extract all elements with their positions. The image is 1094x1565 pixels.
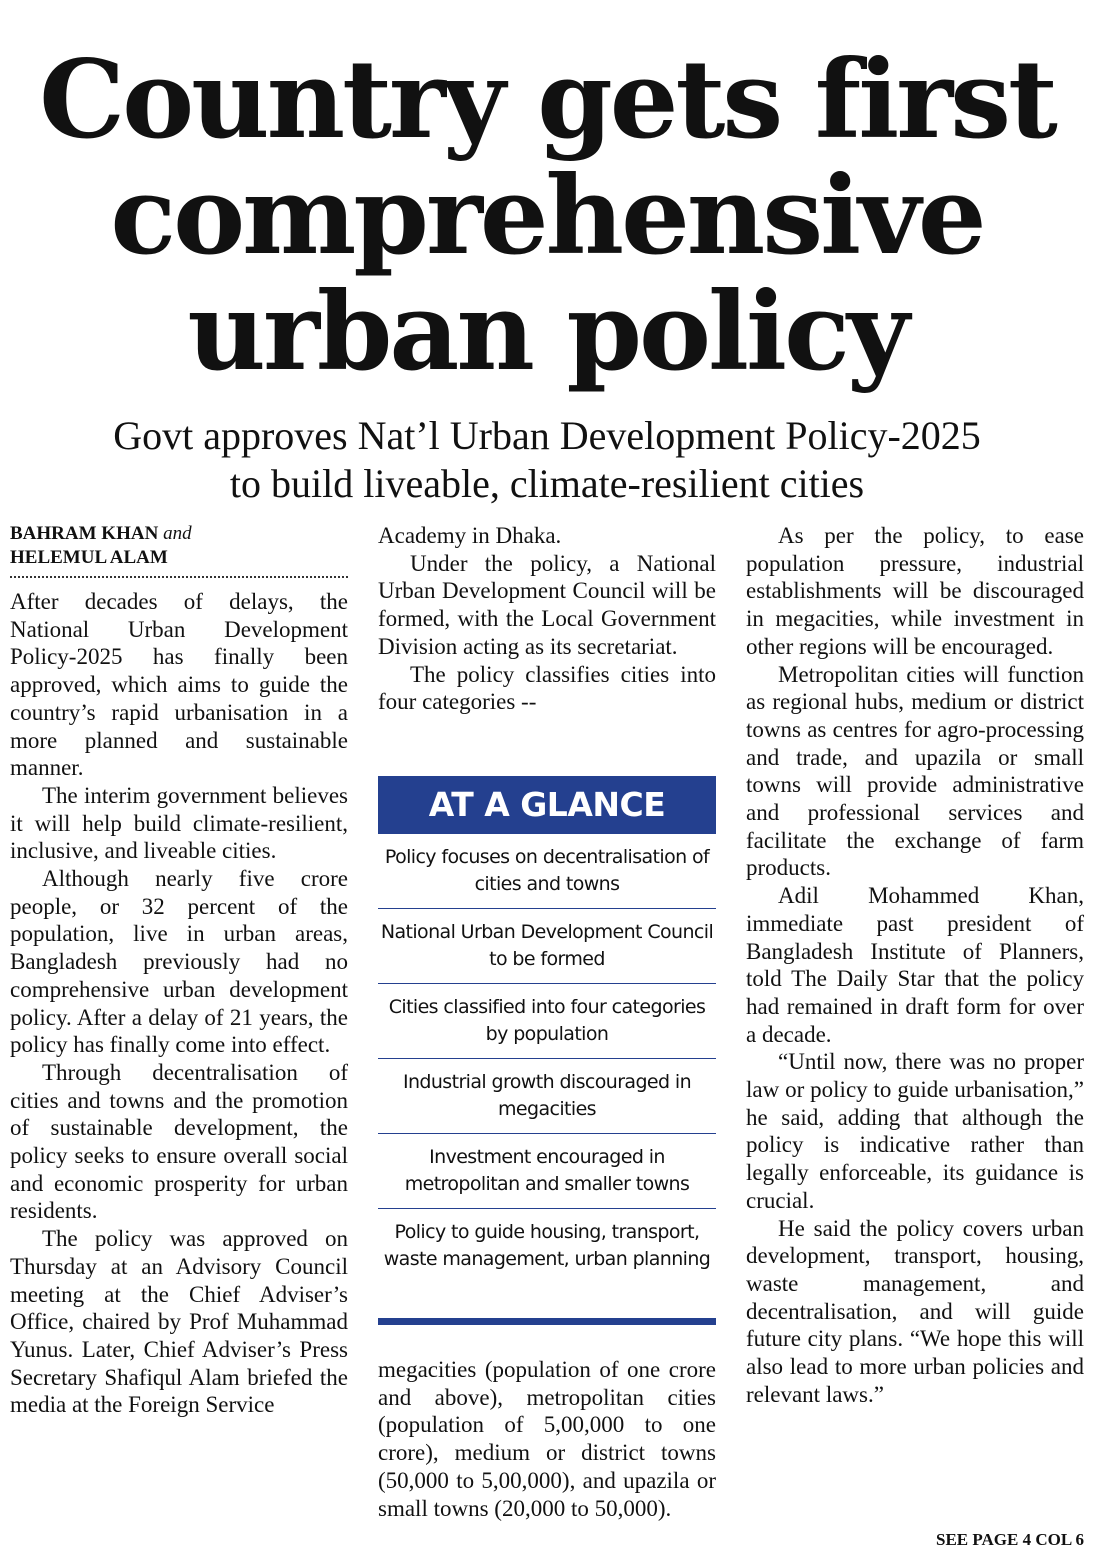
- paragraph: After decades of delays, the National Urban Development Policy-2025 has finally been approved, which aims to guide the country’s rapid urbanisation in a more planned and sustainable manner.: [10, 589, 348, 781]
- paragraph: The policy was approved on Thursday at an Advisory Council meeting at the Chief Adviser’s Office, chaired by Prof Muhammad Yunus. Later, Chief Adviser’s Press Secretary Shafiqul Alam briefed the media at the Foreign Service: [10, 1226, 348, 1418]
- byline-author-2: HELEMUL ALAM: [10, 547, 168, 568]
- glance-item: Industrial growth discouraged in megacities: [378, 1059, 716, 1134]
- paragraph: Academy in Dhaka.: [378, 523, 562, 548]
- subheadline: [0, 412, 1094, 508]
- column-2-continued: [378, 1356, 716, 1522]
- paragraph: Adil Mohammed Khan, immediate past president of Bangladesh Institute of Planners, told The Daily Star that the policy had remained in draft form for over a decade.: [746, 883, 1084, 1047]
- glance-bottom-rule: [378, 1318, 716, 1325]
- headline: [0, 37, 1094, 395]
- byline-author-1: BAHRAM KHAN: [10, 523, 159, 544]
- paragraph: As per the policy, to ease population pressure, industrial establishments will be discouraged in megacities, while investment in other regions will be encouraged.: [746, 523, 1084, 659]
- glance-item: Cities classified into four categories by population: [378, 984, 716, 1059]
- paragraph: The policy classifies cities into four categories --: [378, 661, 716, 715]
- headline-line-3: urban policy: [187, 269, 907, 395]
- paragraph: Under the policy, a National Urban Development Council will be formed, with the Local Government Division acting as its secretariat.: [378, 550, 716, 659]
- glance-item: Policy to guide housing, transport, waste management, urban planning: [383, 1221, 711, 1270]
- paragraph: “Until now, there was no proper law or policy to guide urbanisation,” he said, adding that although the policy is indicative rather than legally enforceable, its guidance is crucial.: [746, 1049, 1084, 1213]
- paragraph: Although nearly five crore people, or 32 percent of the population, live in urban areas, Bangladesh previously had no comprehensive urban development policy. After a delay of 21 years, the policy has finally come into effect.: [10, 866, 348, 1058]
- byline-and: and: [163, 523, 192, 544]
- paragraph: The interim government believes it will help build climate-resilient, inclusive, and liveable cities.: [10, 782, 348, 864]
- column-3: [746, 522, 1084, 1409]
- continuation-note: SEE PAGE 4 COL 6: [936, 1530, 1084, 1549]
- column-1: [10, 522, 348, 1419]
- byline-divider: [10, 576, 348, 578]
- glance-item: Policy focuses on decentralisation of cities and towns: [378, 834, 716, 909]
- byline: [10, 522, 348, 570]
- subheadline-line-1: Govt approves Nat’l Urban Development Policy-2025: [113, 413, 981, 458]
- subheadline-line-2: to build liveable, climate-resilient cities: [229, 461, 865, 506]
- column-2: [378, 522, 716, 716]
- glance-item: National Urban Development Council to be formed: [378, 909, 716, 984]
- at-a-glance-box: [378, 776, 716, 1283]
- at-a-glance-title: AT A GLANCE: [378, 776, 716, 834]
- paragraph: Metropolitan cities will function as regional hubs, medium or district towns as centres for agro-processing and trade, and upazila or small towns will provide administrative and professional services and facilitate the exchange of farm products.: [746, 661, 1084, 881]
- headline-line-2: comprehensive: [110, 153, 984, 279]
- glance-item: Investment encouraged in metropolitan and smaller towns: [378, 1134, 716, 1209]
- headline-line-1: Country gets first: [39, 37, 1055, 163]
- paragraph: He said the policy covers urban development, transport, housing, waste management, and decentralisation, and will guide future city plans. “We hope this will also lead to more urban policies and relevant laws.”: [746, 1215, 1084, 1407]
- paragraph: megacities (population of one crore and above), metropolitan cities (population of 5,00,000 to one crore), medium or district towns (50,000 to 5,00,000), and upazila or small towns (20,000 to 50,000).: [378, 1357, 716, 1521]
- paragraph: Through decentralisation of cities and towns and the promotion of sustainable development, the policy seeks to ensure overall social and economic prosperity for urban residents.: [10, 1059, 348, 1224]
